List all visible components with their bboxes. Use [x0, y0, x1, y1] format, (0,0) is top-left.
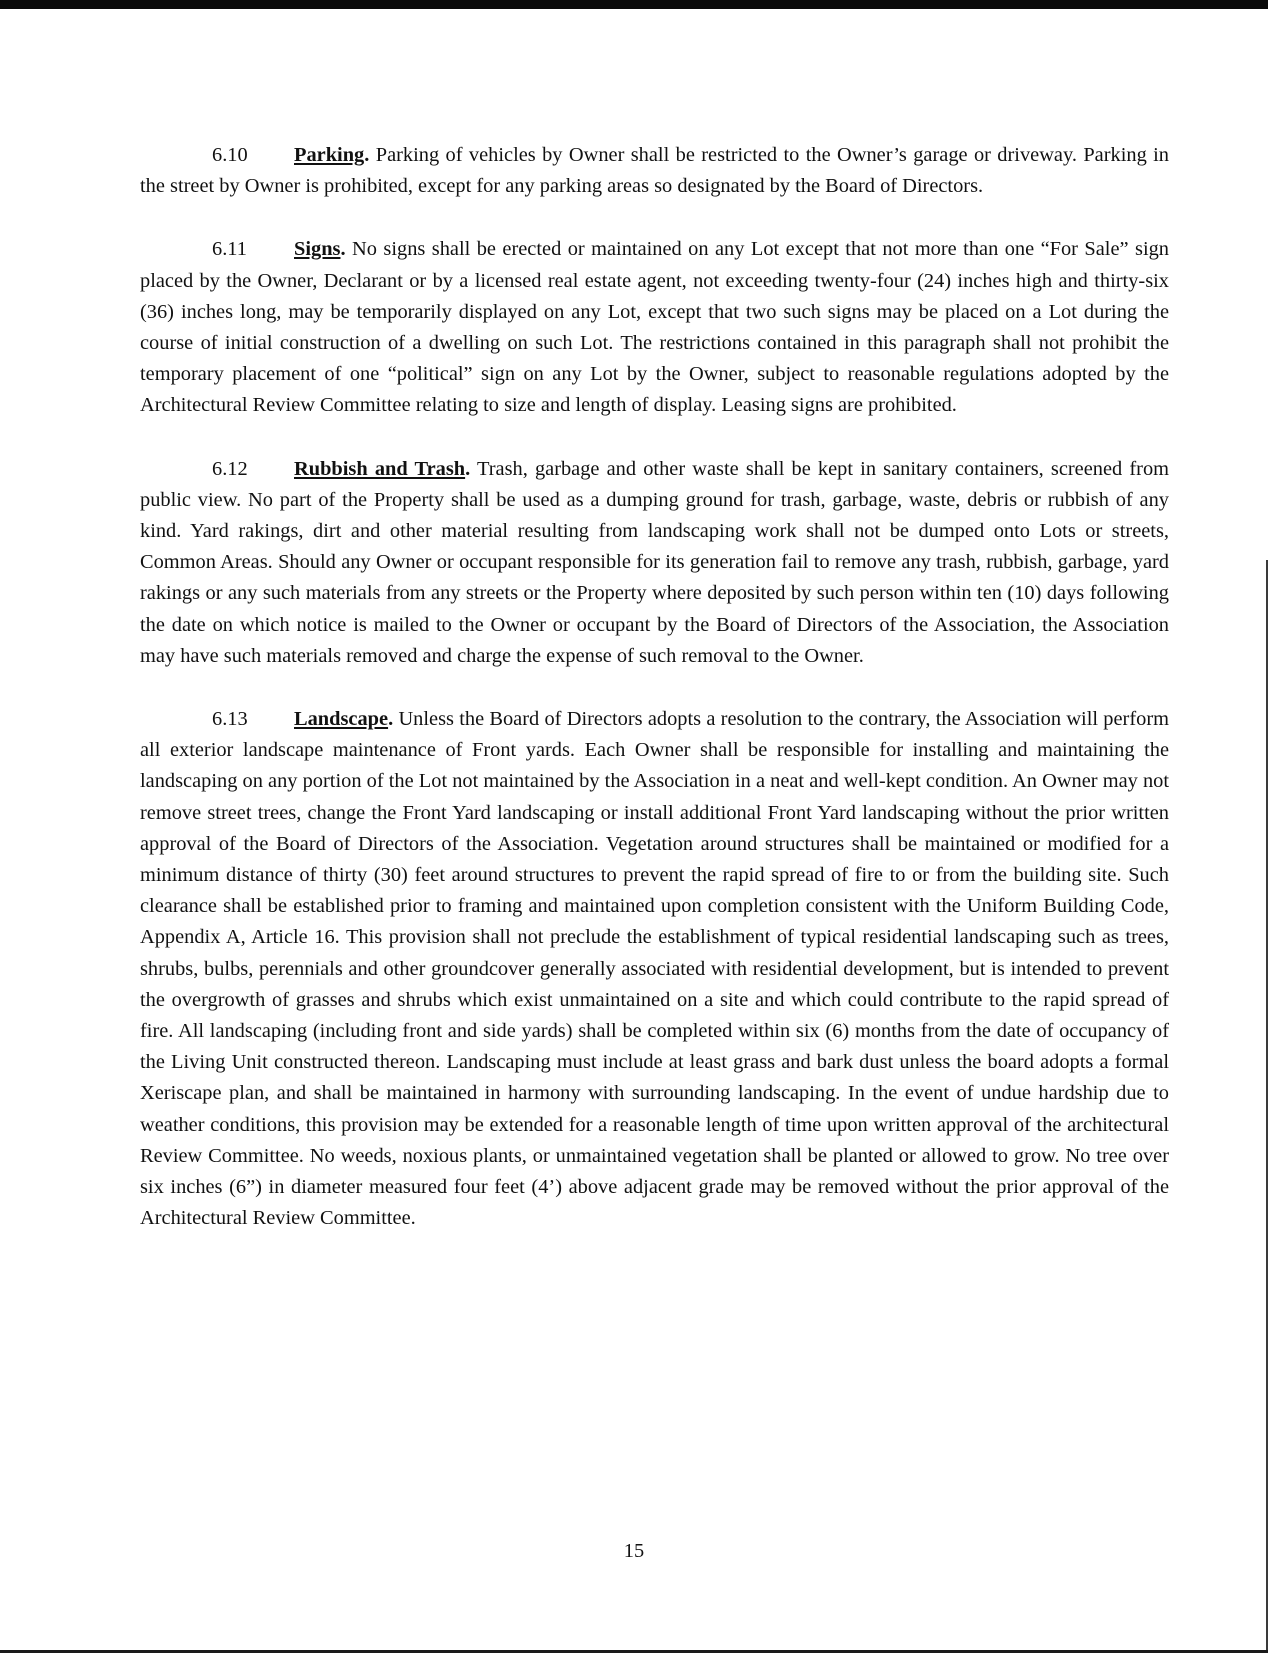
section-body: Parking of vehicles by Owner shall be restricted to the Owner’s garage or driveway. Parking in the street by Owner is prohibited, except for any parking areas so designated by the Board of Directors.	[140, 144, 1170, 198]
section-number: 6.10	[212, 144, 248, 166]
section-6-12: 6.12 Rubbish and Trash. Trash, garbage and other waste shall be kept in sanitary containers, screened from public view. No part of the Property shall be used as a dumping ground for trash, garbage, waste, debris or rubbish of any kind. Yard rakings, dirt and other material resulting from landscaping work shall not be dumped onto Lots or streets, Common Areas. Should any Owner or occupant responsible for its generation fail to remove any trash, rubbish, garbage, yard rakings or any such materials from any streets or the Property where deposited by such person within ten (10) days following the date on which notice is mailed to the Owner or occupant by the Board of Directors of the Association, the Association may have such materials removed and charge the expense of such removal to the Owner.	[140, 454, 1169, 672]
section-title: Landscape	[294, 708, 389, 731]
section-6-10: 6.10 Parking. Parking of vehicles by Owner shall be restricted to the Owner’s garage or driveway. Parking in the street by Owner is prohibited, except for any parking areas so designated by the Board of Directors.	[140, 140, 1169, 202]
section-title: Parking	[294, 144, 365, 166]
section-6-13: 6.13 Landscape. Unless the Board of Directors adopts a resolution to the contrary, the Association will perform all exterior landscape maintenance of Front yards. Each Owner shall be responsible for installing and maintaining the landscaping on any portion of the Lot not maintained by the Association in a neat and well-kept condition. An Owner may not remove street trees, change the Front Yard landscaping or install additional Front Yard landscaping without the prior written approval of the Board of Directors of the Association. Vegetation around structures shall be maintained or modified for a minimum distance of thirty (30) feet around structures to prevent the rapid spread of fire to or from the building site. Such clearance shall be established prior to framing and maintained upon completion consistent with the Uniform Building Code, Appendix A, Article 16. This provision shall not preclude the establishment of typical residential landscaping such as trees, shrubs, bulbs, perennials and other groundcover generally associated with residential development, but is intended to prevent the overgrowth of grasses and shrubs which exist unmaintained on a site and which could contribute to the rapid spread of fire. All landscaping (including front and side yards) shall be completed within six (6) months from the date of occupancy of the Living Unit constructed thereon. Landscaping must include at least grass and bark dust unless the board adopts a formal Xeriscape plan, and shall be maintained in harmony with surrounding landscaping. In the event of undue hardship due to weather conditions, this provision may be extended for a reasonable length of time upon written approval of the architectural Review Committee. No weeds, noxious plants, or unmaintained vegetation shall be planted or allowed to grow. No tree over six inches (6”) in diameter measured four feet (4’) above adjacent grade may be removed without the prior approval of the Architectural Review Committee.	[140, 704, 1169, 1234]
section-title: Signs	[294, 238, 341, 261]
section-number: 6.13	[212, 708, 248, 731]
scan-top-border	[0, 0, 1268, 9]
page-number: 15	[623, 1540, 645, 1562]
section-body: Trash, garbage and other waste shall be kept in sanitary containers, screened from public view. No part of the Property shall be used as a dumping ground for trash, garbage, waste, debris or rubbish of any kind. Yard rakings, dirt and other material resulting from landscaping work shall not be dumped onto Lots or streets, Common Areas. Should any Owner or occupant responsible for its generation fail to remove any trash, rubbish, garbage, yard rakings or any such materials from any streets or the Property where deposited by such person within ten (10) days following the date on which notice is mailed to the Owner or occupant by the Board of Directors of the Association, the Association may have such materials removed and charge the expense of such removal to the Owner.	[140, 457, 1169, 667]
section-body: Unless the Board of Directors adopts a resolution to the contrary, the Association will perform all exterior landscape maintenance of Front yards. Each Owner shall be responsible for installing and maintaining the landscaping on any portion of the Lot not maintained by the Association in a neat and well-kept condition. An Owner may not remove street trees, change the Front Yard landscaping or install additional Front Yard landscaping without the prior written approval of the Board of Directors of the Association. Vegetation around structures shall be maintained or modified for a minimum distance of thirty (30) feet around structures to prevent the rapid spread of fire to or from the building site. Such clearance shall be established prior to framing and maintained upon completion consistent with the Uniform Building Code, Appendix A, Article 16. This provision shall not preclude the establishment of typical residential landscaping such as trees, shrubs, bulbs, perennials and other groundcover generally associated with residential development, but is intended to prevent the overgrowth of grasses and shrubs which exist unmaintained on a site and which could contribute to the rapid spread of fire. All landscaping (including front and side yards) shall be completed within six (6) months from the date of occupancy of the Living Unit constructed thereon. Landscaping must include at least grass and bark dust unless the board adopts a formal Xeriscape plan, and shall be maintained in harmony with surrounding landscaping. In the event of undue hardship due to weather conditions, this provision may be extended for a reasonable length of time upon written approval of the architectural Review Committee. No weeds, noxious plants, or unmaintained vegetation shall be planted or allowed to grow. No tree over six inches (6”) in diameter measured four feet (4’) above adjacent grade may be removed without the prior approval of the Architectural Review Committee.	[140, 708, 1169, 1230]
section-number: 6.12	[212, 457, 248, 480]
section-title: Rubbish and Trash	[294, 457, 466, 480]
section-number: 6.11	[212, 238, 247, 261]
section-6-11: 6.11 Signs. No signs shall be erected or maintained on any Lot except that not more than one “For Sale” sign placed by the Owner, Declarant or by a licensed real estate agent, not exceeding twenty-four (24) inches high and thirty-six (36) inches long, may be temporarily displayed on any Lot, except that two such signs may be placed on a Lot during the course of initial construction of a dwelling on such Lot. The restrictions contained in this paragraph shall not prohibit the temporary placement of one “political” sign on any Lot by the Owner, subject to reasonable regulations adopted by the Architectural Review Committee relating to size and length of display. Leasing signs are prohibited.	[140, 234, 1169, 421]
document-page	[140, 140, 1169, 1267]
section-body: No signs shall be erected or maintained on any Lot except that not more than one “For Sale” sign placed by the Owner, Declarant or by a licensed real estate agent, not exceeding twenty-four (24) inches high and thirty-six (36) inches long, may be temporarily displayed on any Lot, except that two such signs may be placed on a Lot during the course of initial construction of a dwelling on such Lot. The restrictions contained in this paragraph shall not prohibit the temporary placement of one “political” sign on any Lot by the Owner, subject to reasonable regulations adopted by the Architectural Review Committee relating to size and length of display. Leasing signs are prohibited.	[140, 238, 1169, 417]
